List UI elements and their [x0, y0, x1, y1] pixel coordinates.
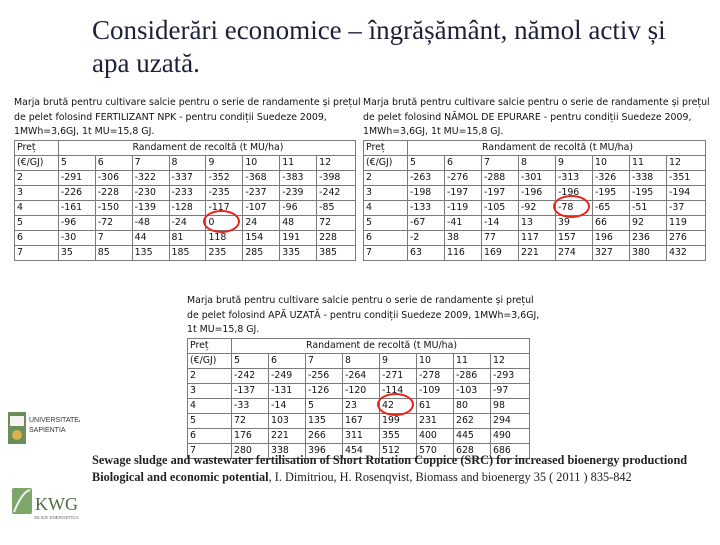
- price-cell: 4: [15, 200, 59, 215]
- value-cell: -85: [317, 200, 356, 215]
- value-cell: 77: [482, 230, 519, 245]
- value-cell: 167: [343, 413, 380, 428]
- value-cell: 103: [269, 413, 306, 428]
- value-cell: 7: [95, 230, 132, 245]
- value-cell: -322: [132, 170, 169, 185]
- price-cell: 7: [188, 443, 232, 458]
- table-row: [15, 170, 356, 185]
- table-row: [15, 200, 356, 215]
- value-cell: -239: [280, 185, 317, 200]
- value-cell: -196: [556, 185, 593, 200]
- price-cell: 5: [364, 215, 408, 230]
- value-cell: 512: [380, 443, 417, 458]
- value-cell: -197: [482, 185, 519, 200]
- yield-cell: 11: [280, 155, 317, 170]
- value-cell: 221: [519, 245, 556, 260]
- value-cell: 157: [556, 230, 593, 245]
- value-cell: -14: [269, 398, 306, 413]
- price-cell: 7: [364, 245, 408, 260]
- price-cell: 5: [15, 215, 59, 230]
- value-cell: 135: [132, 245, 169, 260]
- yield-cell: 7: [132, 155, 169, 170]
- table-row: [188, 428, 530, 443]
- value-cell: 228: [317, 230, 356, 245]
- table-caption-line: 1MWh=3,6GJ, 1t MU=15,8 GJ.: [363, 126, 504, 137]
- value-cell: -150: [95, 200, 132, 215]
- value-cell: 13: [519, 215, 556, 230]
- value-cell: -194: [667, 185, 706, 200]
- value-cell: -226: [58, 185, 95, 200]
- value-cell: -24: [169, 215, 206, 230]
- value-cell: 48: [280, 215, 317, 230]
- value-cell: 116: [445, 245, 482, 260]
- value-cell: -109: [417, 383, 454, 398]
- value-cell: 92: [630, 215, 667, 230]
- price-unit: (€/GJ): [364, 155, 408, 170]
- value-cell: 44: [132, 230, 169, 245]
- yield-cell: 7: [306, 353, 343, 368]
- value-cell: 276: [667, 230, 706, 245]
- value-cell: 311: [343, 428, 380, 443]
- value-cell: 490: [491, 428, 530, 443]
- value-cell: 262: [454, 413, 491, 428]
- value-cell: -276: [445, 170, 482, 185]
- yield-cell: 11: [630, 155, 667, 170]
- value-cell: -30: [58, 230, 95, 245]
- value-cell: -286: [454, 368, 491, 383]
- price-label: Preț: [15, 140, 59, 155]
- table-row: [188, 413, 530, 428]
- value-cell: -197: [445, 185, 482, 200]
- value-cell: -97: [491, 383, 530, 398]
- table-caption-line: 1t MU=15,8 GJ.: [187, 324, 260, 335]
- value-cell: -233: [169, 185, 206, 200]
- value-cell: -352: [206, 170, 243, 185]
- value-cell: -278: [417, 368, 454, 383]
- value-cell: 686: [491, 443, 530, 458]
- yield-cell: 6: [445, 155, 482, 170]
- value-cell: 117: [519, 230, 556, 245]
- value-cell: 66: [593, 215, 630, 230]
- price-unit: (€/GJ): [15, 155, 59, 170]
- value-cell: -313: [556, 170, 593, 185]
- yield-cell: 12: [317, 155, 356, 170]
- margin-table: [187, 338, 530, 459]
- value-cell: -264: [343, 368, 380, 383]
- table-row: [364, 200, 706, 215]
- value-cell: 81: [169, 230, 206, 245]
- value-cell: 24: [243, 215, 280, 230]
- highlight-ring: [203, 210, 240, 233]
- table-row: [364, 185, 706, 200]
- yield-cell: 8: [169, 155, 206, 170]
- npk-fertilizer-table: [14, 96, 361, 261]
- table-caption-line: 1MWh=3,6GJ, 1t MU=15,8 GJ.: [14, 126, 155, 137]
- value-cell: -301: [519, 170, 556, 185]
- table-row: [364, 170, 706, 185]
- value-cell: 355: [380, 428, 417, 443]
- value-cell: -195: [630, 185, 667, 200]
- value-cell: 191: [280, 230, 317, 245]
- yield-cell: 10: [243, 155, 280, 170]
- price-cell: 2: [364, 170, 408, 185]
- value-cell: 118: [206, 230, 243, 245]
- value-cell: 338: [269, 443, 306, 458]
- yield-cell: 10: [417, 353, 454, 368]
- table-row: [188, 383, 530, 398]
- table-row: [15, 245, 356, 260]
- highlight-ring: [553, 195, 590, 218]
- value-cell: 199: [380, 413, 417, 428]
- value-cell: -103: [454, 383, 491, 398]
- table-caption-line: de pelet folosind NĂMOL DE EPURARE - pentru condiții Suedeze 2009,: [363, 111, 692, 123]
- yield-cell: 9: [556, 155, 593, 170]
- value-cell: -117: [206, 200, 243, 215]
- value-cell: 274: [556, 245, 593, 260]
- value-cell: -293: [491, 368, 530, 383]
- yield-row: [364, 155, 706, 170]
- table-caption-line: de pelet folosind FERTILIZANT NPK - pentru condiții Suedeze 2009,: [14, 111, 327, 123]
- university-name-line2: SAPIENTIA: [29, 427, 66, 434]
- value-cell: 236: [630, 230, 667, 245]
- university-logo: [0, 392, 80, 540]
- value-cell: 385: [317, 245, 356, 260]
- value-cell: 35: [58, 245, 95, 260]
- reference-authors: , I. Dimitriou, H. Rosenqvist, Biomass and bioenergy 35 ( 2011 ) 835-842: [268, 469, 632, 484]
- yield-row: [188, 353, 530, 368]
- value-cell: 396: [306, 443, 343, 458]
- value-cell: 0: [206, 215, 243, 230]
- value-cell: -291: [58, 170, 95, 185]
- value-cell: 23: [343, 398, 380, 413]
- kwg-caption: SILICE ENERGETICA: [34, 515, 79, 520]
- value-cell: 61: [417, 398, 454, 413]
- value-cell: -271: [380, 368, 417, 383]
- value-cell: 266: [306, 428, 343, 443]
- value-cell: -137: [232, 383, 269, 398]
- value-cell: -288: [482, 170, 519, 185]
- yield-cell: 12: [667, 155, 706, 170]
- value-cell: -51: [630, 200, 667, 215]
- yield-cell: 5: [58, 155, 95, 170]
- value-cell: -196: [519, 185, 556, 200]
- value-cell: 445: [454, 428, 491, 443]
- table-row: [188, 398, 530, 413]
- value-cell: -398: [317, 170, 356, 185]
- value-cell: 294: [491, 413, 530, 428]
- table-caption-line: Marja brută pentru cultivare salcie pentru o serie de randamente și prețul: [187, 295, 534, 306]
- yield-cell: 6: [269, 353, 306, 368]
- value-cell: 454: [343, 443, 380, 458]
- value-cell: 119: [667, 215, 706, 230]
- value-cell: -161: [58, 200, 95, 215]
- value-cell: -249: [269, 368, 306, 383]
- university-name-line1: UNIVERSITATEA: [29, 417, 80, 424]
- yield-cell: 9: [206, 155, 243, 170]
- value-cell: -65: [593, 200, 630, 215]
- table-row: [364, 230, 706, 245]
- yield-cell: 8: [343, 353, 380, 368]
- wastewater-table: [187, 294, 540, 459]
- header-row: [364, 140, 706, 155]
- value-cell: -235: [206, 185, 243, 200]
- value-cell: -338: [630, 170, 667, 185]
- value-cell: -114: [380, 383, 417, 398]
- value-cell: -78: [556, 200, 593, 215]
- value-cell: -383: [280, 170, 317, 185]
- value-cell: -242: [232, 368, 269, 383]
- value-cell: -67: [408, 215, 445, 230]
- yield-cell: 5: [232, 353, 269, 368]
- logo-column: [0, 392, 80, 540]
- value-cell: 135: [306, 413, 343, 428]
- price-cell: 3: [188, 383, 232, 398]
- yield-cell: 11: [454, 353, 491, 368]
- value-cell: -72: [95, 215, 132, 230]
- value-cell: -351: [667, 170, 706, 185]
- value-cell: -96: [280, 200, 317, 215]
- yield-header: Randament de recoltă (t MU/ha): [58, 140, 355, 155]
- table-caption-line: Marja brută pentru cultivare salcie pentru o serie de randamente și prețul: [14, 97, 361, 108]
- value-cell: 176: [232, 428, 269, 443]
- table-row: [15, 230, 356, 245]
- value-cell: 570: [417, 443, 454, 458]
- value-cell: -368: [243, 170, 280, 185]
- yield-cell: 6: [95, 155, 132, 170]
- value-cell: -107: [243, 200, 280, 215]
- table-caption-line: de pelet folosind APĂ UZATĂ - pentru condiții Suedeze 2009, 1MWh=3,6GJ,: [187, 309, 540, 321]
- table-row: [364, 245, 706, 260]
- value-cell: 196: [593, 230, 630, 245]
- reference-title: Sewage sludge and wastewater fertilisation of Short Rotation Coppice (SRC) for increased bioenergy productiond Biological and economic potential: [92, 453, 688, 484]
- value-cell: -105: [482, 200, 519, 215]
- value-cell: -92: [519, 200, 556, 215]
- price-cell: 3: [364, 185, 408, 200]
- value-cell: 5: [306, 398, 343, 413]
- price-cell: 6: [188, 428, 232, 443]
- price-cell: 5: [188, 413, 232, 428]
- price-label: Preț: [188, 338, 232, 353]
- value-cell: 235: [206, 245, 243, 260]
- value-cell: -120: [343, 383, 380, 398]
- value-cell: -48: [132, 215, 169, 230]
- value-cell: 38: [445, 230, 482, 245]
- yield-header: Randament de recoltă (t MU/ha): [408, 140, 706, 155]
- value-cell: 432: [667, 245, 706, 260]
- value-cell: -230: [132, 185, 169, 200]
- yield-cell: 9: [380, 353, 417, 368]
- header-row: [188, 338, 530, 353]
- value-cell: -37: [667, 200, 706, 215]
- price-cell: 4: [188, 398, 232, 413]
- yield-cell: 5: [408, 155, 445, 170]
- value-cell: -237: [243, 185, 280, 200]
- table-row: [364, 215, 706, 230]
- reference-citation: [92, 452, 702, 485]
- value-cell: 280: [232, 443, 269, 458]
- value-cell: 400: [417, 428, 454, 443]
- price-cell: 2: [15, 170, 59, 185]
- yield-cell: 7: [482, 155, 519, 170]
- price-cell: 7: [15, 245, 59, 260]
- kwg-wordmark: KWG: [35, 494, 78, 514]
- value-cell: 39: [556, 215, 593, 230]
- value-cell: -306: [95, 170, 132, 185]
- margin-table: [363, 140, 706, 261]
- value-cell: 42: [380, 398, 417, 413]
- value-cell: -131: [269, 383, 306, 398]
- value-cell: -2: [408, 230, 445, 245]
- yield-cell: 12: [491, 353, 530, 368]
- value-cell: 185: [169, 245, 206, 260]
- value-cell: -139: [132, 200, 169, 215]
- header-row: [15, 140, 356, 155]
- value-cell: 72: [232, 413, 269, 428]
- highlight-ring: [377, 393, 414, 416]
- value-cell: -119: [445, 200, 482, 215]
- value-cell: -228: [95, 185, 132, 200]
- table-row: [15, 185, 356, 200]
- table-row: [15, 215, 356, 230]
- price-cell: 6: [364, 230, 408, 245]
- price-label: Preț: [364, 140, 408, 155]
- value-cell: 221: [269, 428, 306, 443]
- value-cell: 285: [243, 245, 280, 260]
- value-cell: 63: [408, 245, 445, 260]
- yield-cell: 10: [593, 155, 630, 170]
- yield-row: [15, 155, 356, 170]
- value-cell: 169: [482, 245, 519, 260]
- value-cell: -133: [408, 200, 445, 215]
- value-cell: -263: [408, 170, 445, 185]
- value-cell: -198: [408, 185, 445, 200]
- price-cell: 2: [188, 368, 232, 383]
- value-cell: -337: [169, 170, 206, 185]
- value-cell: 154: [243, 230, 280, 245]
- value-cell: -96: [58, 215, 95, 230]
- value-cell: 85: [95, 245, 132, 260]
- value-cell: 380: [630, 245, 667, 260]
- table-caption-line: Marja brută pentru cultivare salcie pentru o serie de randamente și prețul: [363, 97, 710, 108]
- value-cell: 80: [454, 398, 491, 413]
- value-cell: 231: [417, 413, 454, 428]
- value-cell: -326: [593, 170, 630, 185]
- value-cell: -126: [306, 383, 343, 398]
- slide-title: Considerări economice – îngrășământ, nămol activ și apa uzată.: [92, 15, 666, 78]
- value-cell: -195: [593, 185, 630, 200]
- value-cell: 327: [593, 245, 630, 260]
- table-row: [188, 368, 530, 383]
- price-cell: 6: [15, 230, 59, 245]
- value-cell: -128: [169, 200, 206, 215]
- sewage-sludge-table: [363, 96, 710, 261]
- price-unit: (€/GJ): [188, 353, 232, 368]
- value-cell: 335: [280, 245, 317, 260]
- margin-table: [14, 140, 356, 261]
- price-cell: 3: [15, 185, 59, 200]
- value-cell: -33: [232, 398, 269, 413]
- value-cell: 628: [454, 443, 491, 458]
- value-cell: 98: [491, 398, 530, 413]
- value-cell: 72: [317, 215, 356, 230]
- value-cell: -14: [482, 215, 519, 230]
- value-cell: -41: [445, 215, 482, 230]
- value-cell: -256: [306, 368, 343, 383]
- price-cell: 4: [364, 200, 408, 215]
- yield-header: Randament de recoltă (t MU/ha): [232, 338, 530, 353]
- yield-cell: 8: [519, 155, 556, 170]
- value-cell: -242: [317, 185, 356, 200]
